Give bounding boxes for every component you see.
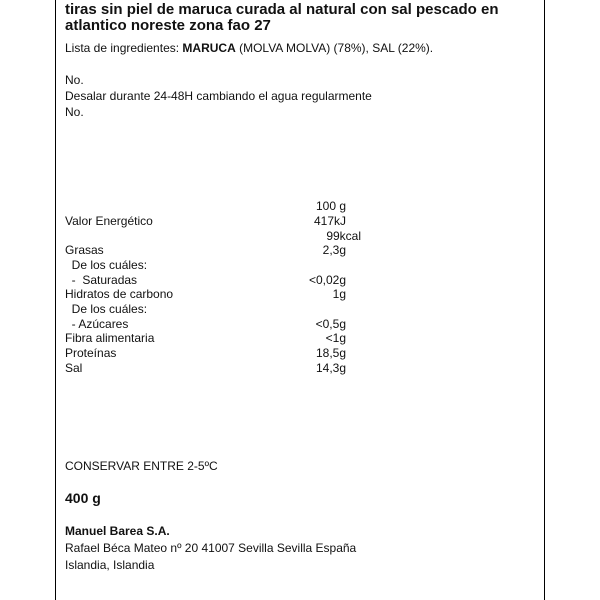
nutrition-row-value: 18,5g — [315, 346, 346, 360]
nutrition-row-label: Sal — [65, 361, 83, 375]
net-weight: 400 g — [65, 490, 101, 506]
nutrition-row-label: Valor Energético — [65, 214, 153, 228]
ingredients-line — [65, 41, 433, 55]
nutrition-row-value: 1g — [332, 287, 346, 301]
nutrition-row-value: 417kJ — [313, 214, 346, 228]
nutrition-row-value: 14,3g — [315, 361, 346, 375]
ingredients-allergen: MARUCA — [182, 41, 236, 55]
nutrition-row-value: <1g — [325, 331, 346, 345]
origin-country: Islandia, Islandia — [65, 558, 155, 572]
manufacturer-name: Manuel Barea S.A. — [65, 524, 170, 538]
product-label-sheet — [55, 0, 545, 600]
nutrition-row-value: <0,5g — [315, 317, 346, 331]
note-line-2: Desalar durante 24-48H cambiando el agua regularmente — [65, 89, 372, 103]
storage-instructions: CONSERVAR ENTRE 2-5ºC — [65, 459, 218, 473]
ingredients-rest: (MOLVA MOLVA) (78%), SAL (22%). — [235, 41, 434, 55]
nutrition-row-value: <0,02g — [308, 273, 346, 287]
ingredients-prefix: Lista de ingredientes: — [65, 41, 183, 55]
note-line-1: No. — [65, 73, 84, 87]
manufacturer-address: Rafael Béca Mateo nº 20 41007 Sevilla Sevilla España — [65, 541, 357, 555]
nutrition-row-label: De los cuáles: — [65, 302, 148, 316]
product-title: tiras sin piel de maruca curada al natural con sal pescado en atlantico noreste zona fao 27 — [65, 1, 499, 34]
nutrition-row-label: Proteínas — [65, 346, 117, 360]
nutrition-row-value: 2,3g — [322, 243, 346, 257]
nutrition-row-value: 99kcal — [326, 229, 361, 243]
note-line-3: No. — [65, 105, 84, 119]
nutrition-row-label: Grasas — [65, 243, 104, 257]
nutrition-row-label: Fibra alimentaria — [65, 331, 155, 345]
nutrition-header-value: 100 g — [315, 199, 346, 213]
nutrition-row-label: De los cuáles: — [65, 258, 148, 272]
nutrition-row-label: - Saturadas — [65, 273, 138, 287]
nutrition-row-label: - Azúcares — [65, 317, 129, 331]
nutrition-row-label: Hidratos de carbono — [65, 287, 174, 301]
